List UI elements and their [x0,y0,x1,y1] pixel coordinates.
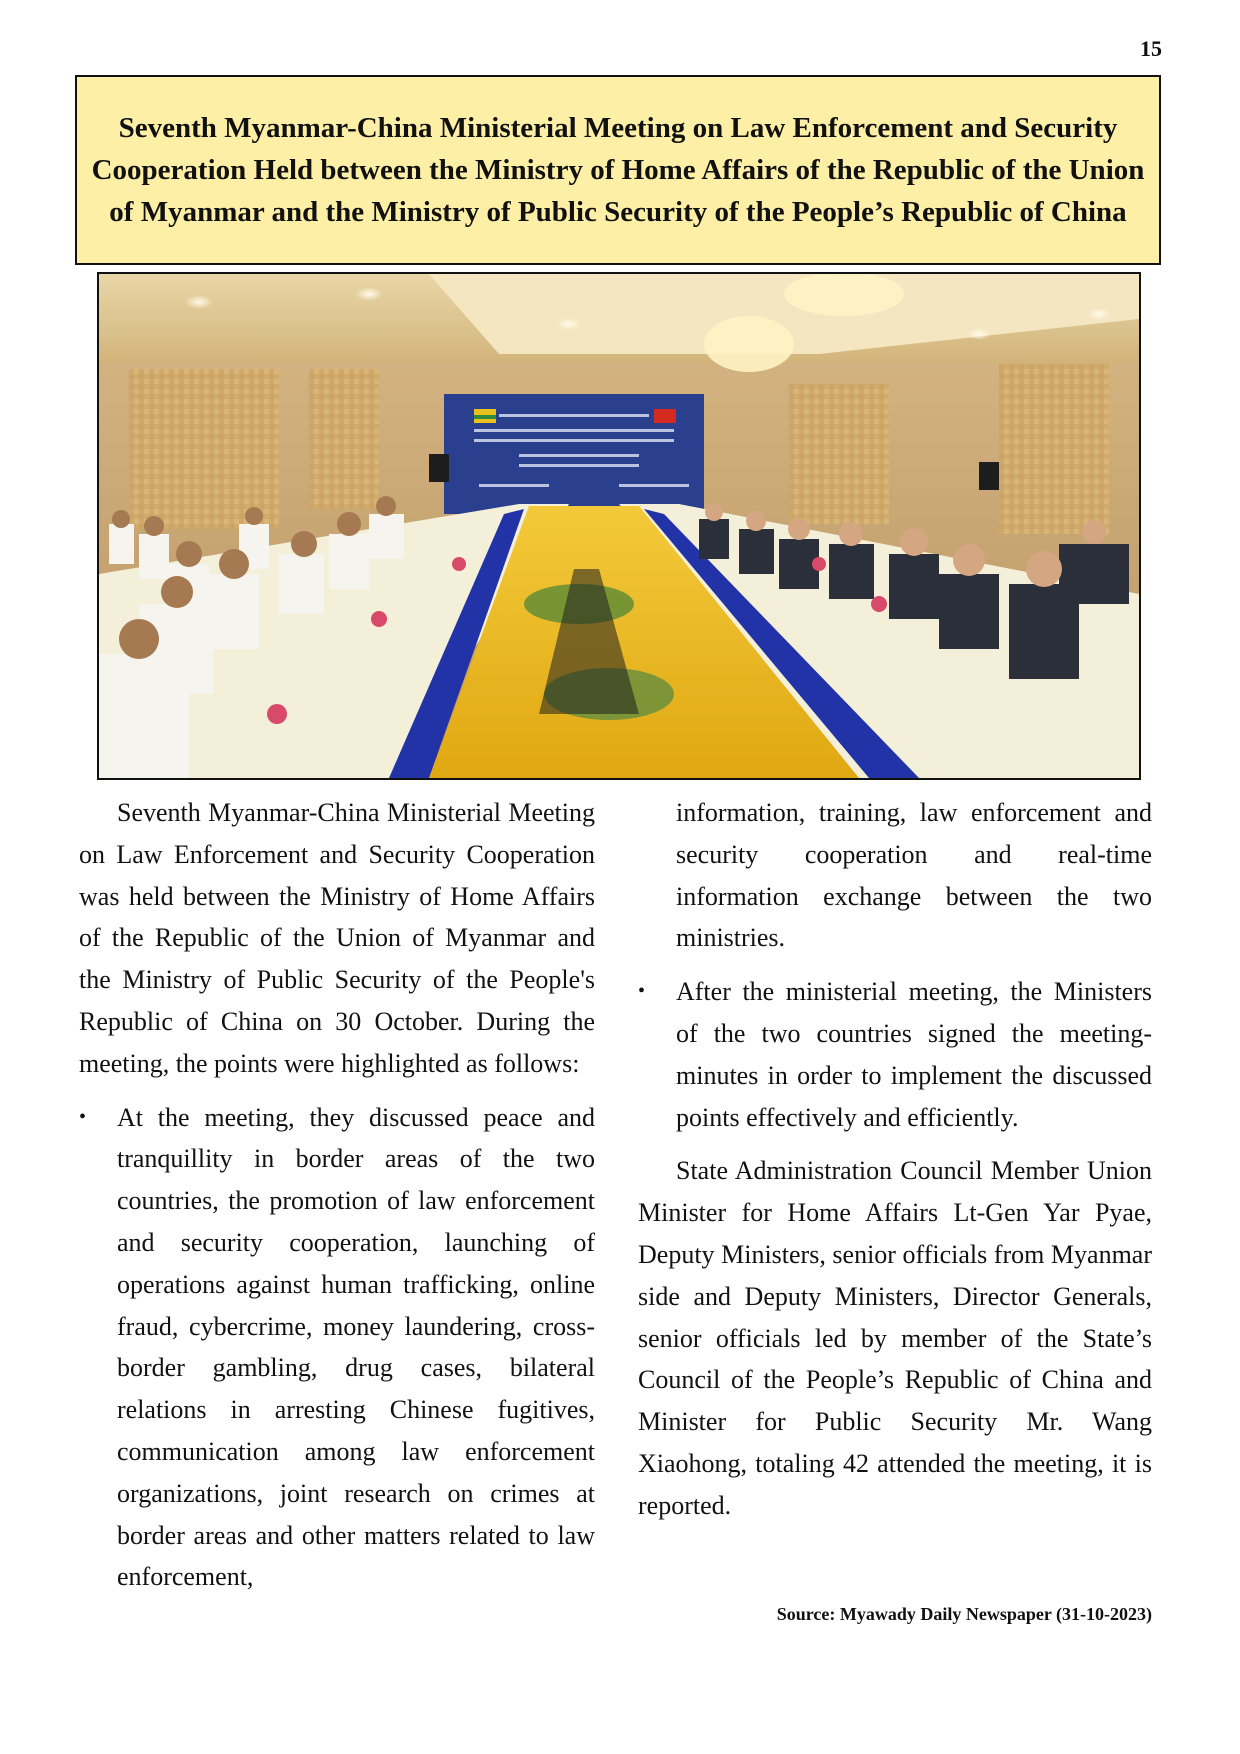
list-item [79,1097,595,1599]
title-box [75,75,1161,265]
right-column [638,792,1152,1527]
intro-paragraph: Seventh Myanmar-China Ministerial Meeting on Law Enforcement and Security Cooperation was held between the Ministry of Home Affairs of the Republic of the Union of Myanmar and the Ministry of Public Security of the People's Republic of China on 30 October. During the meeting, the points were highlighted as follows: [79,798,595,1078]
bullet-list [638,971,1152,1138]
left-column [79,792,595,1598]
bullet-text: At the meeting, they discussed peace and tranquillity in border areas of the two countries, the promotion of law enforcement and security cooperation, launching of operations against human trafficking, online fraud, cybercrime, money laundering, cross-border gambling, drug cases, bilateral relations in arresting Chinese fugitives, communication among law enforcement organizations, joint research on crimes at border areas and other matters related to law enforcement, [117,1102,595,1592]
bullet-dot: • [79,1105,87,1128]
page-number: 15 [1140,36,1162,61]
source-credit: Source: Myawady Daily Newspaper (31-10-2023) [776,1604,1152,1624]
bullet-dot: • [638,980,646,1003]
bullet-list [79,1097,595,1599]
bullet-text: After the ministerial meeting, the Ministers of the two countries signed the meeting-minutes in order to implement the discussed points effectively and efficiently. [676,977,1152,1132]
meeting-photo-illustration [99,274,1139,778]
meeting-photo [97,272,1141,780]
closing-paragraph: State Administration Council Member Union Minister for Home Affairs Lt-Gen Yar Pyae, Deputy Ministers, senior officials from Myanmar side and Deputy Ministers, Director Generals, senior officials led by member of the State’s Council of the People’s Republic of China and Minister for Public Security Mr. Wang Xiaohong, totaling 42 attended the meeting, it is reported. [638,1156,1152,1520]
list-item [638,971,1152,1138]
article-title: Seventh Myanmar-China Ministerial Meeting on Law Enforcement and Security Cooperation Held between the Ministry of Home Affairs of the Republic of the Union of Myanmar and the Ministry of Public Security of the People’s Republic of China [91,112,1145,228]
bullet-continuation: information, training, law enforcement and security cooperation and real-time information exchange between the two ministries. [676,798,1152,953]
